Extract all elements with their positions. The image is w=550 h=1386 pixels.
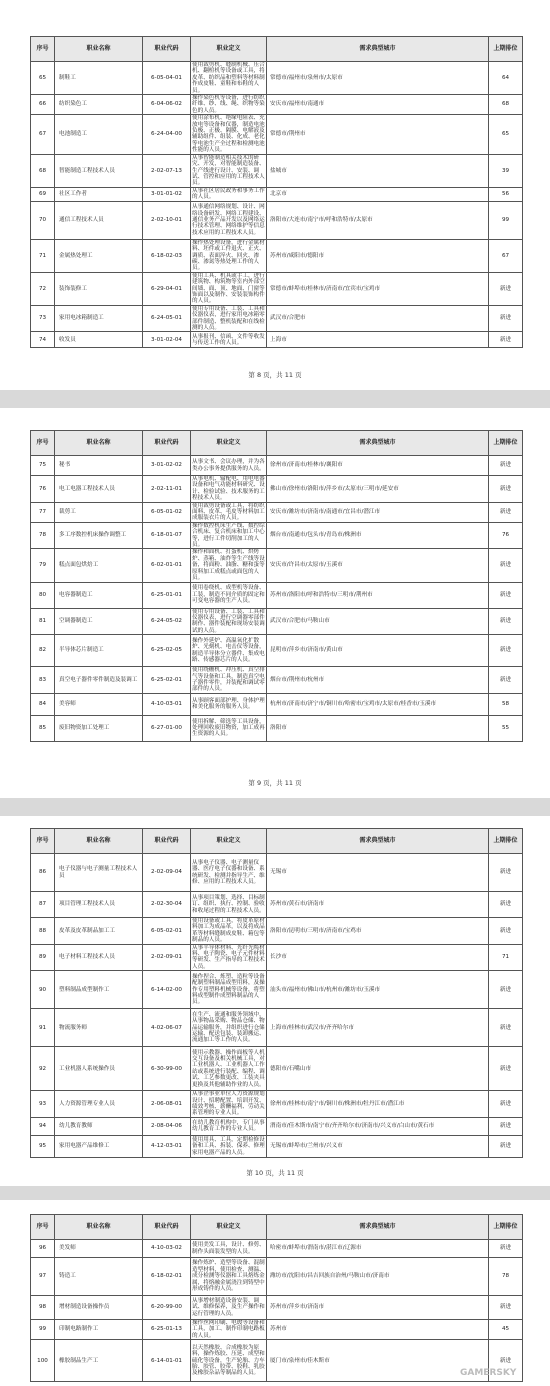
row-num: 68 bbox=[31, 154, 55, 187]
row-rank: 56 bbox=[489, 187, 523, 201]
row-rank: 新进 bbox=[489, 1117, 523, 1135]
row-code: 2-06-08-01 bbox=[143, 1091, 191, 1118]
row-code: 6-30-99-00 bbox=[143, 1047, 191, 1091]
header-def: 职业定义 bbox=[191, 37, 267, 62]
row-num: 72 bbox=[31, 272, 55, 305]
row-cities: 昆明市/萍乡市/济南市/黄山市 bbox=[267, 635, 489, 667]
row-def: 从事社区居民政务和事务工作的人员。 bbox=[192, 187, 265, 201]
table-row bbox=[31, 1117, 523, 1135]
table-row bbox=[31, 201, 523, 239]
row-num: 71 bbox=[31, 239, 55, 272]
row-num: 81 bbox=[31, 608, 55, 635]
row-rank: 新进 bbox=[489, 971, 523, 1009]
row-num: 69 bbox=[31, 187, 55, 201]
header-def: 职业定义 bbox=[191, 829, 267, 854]
row-name: 废旧物资加工处理工 bbox=[55, 715, 143, 741]
row-def: 使用美发工具，设计、修剪、制作头面装发型的人员。 bbox=[191, 1240, 267, 1258]
header-rank: 上期排位 bbox=[489, 829, 523, 854]
row-num: 75 bbox=[31, 456, 55, 476]
row-name: 铸造工 bbox=[55, 1258, 143, 1296]
row-num: 94 bbox=[31, 1117, 55, 1135]
row-cities: 常德市/福州市/泉州市/太原市 bbox=[267, 62, 489, 95]
row-name: 物流服务师 bbox=[55, 1009, 143, 1047]
row-name: 电池制造工 bbox=[55, 115, 143, 154]
row-num: 86 bbox=[31, 854, 55, 892]
row-name: 通信工程技术人员 bbox=[55, 201, 143, 239]
header-num: 序号 bbox=[31, 431, 55, 456]
row-num: 79 bbox=[31, 549, 55, 582]
header-cities: 需求典型城市 bbox=[267, 431, 489, 456]
row-cities: 杭州市/济南市/济宁市/铜川市/哈密市/宝鸡市/太原市/桂香市/玉溪市 bbox=[267, 693, 489, 715]
table-row bbox=[31, 1047, 523, 1091]
row-def: 在生产、流通和服务领域中，从事物品采购、物品仓储、物品运输服务，并组织进行仓储运输、配送包装、装卸搬运、流通加工等工作的人员。 bbox=[191, 1009, 267, 1047]
row-num: 84 bbox=[31, 693, 55, 715]
row-code: 6-14-02-00 bbox=[143, 971, 191, 1009]
row-name: 橡胶制品生产工 bbox=[55, 1340, 143, 1382]
table-row bbox=[31, 502, 523, 522]
row-rank: 新进 bbox=[489, 272, 523, 305]
row-name: 美容师 bbox=[55, 693, 143, 715]
row-code: 6-29-04-01 bbox=[143, 272, 191, 305]
header-def: 职业定义 bbox=[191, 1215, 267, 1240]
header-rank: 上期排位 bbox=[489, 1215, 523, 1240]
row-def: 从事文书、会议办理，并为各类办公事务提供服务的人员。 bbox=[191, 456, 267, 476]
occupation-table bbox=[30, 828, 523, 1158]
row-def: 操作捏合、炼塑、造粒等设备配制塑料制品成型用料，及操作专用塑料机械等设备，将塑料成型制作成塑料制品的人员。 bbox=[191, 971, 267, 1009]
row-code: 4-02-06-07 bbox=[143, 1009, 191, 1047]
row-code: 4-10-03-02 bbox=[143, 1240, 191, 1258]
table-row bbox=[31, 187, 523, 201]
row-num: 78 bbox=[31, 522, 55, 549]
row-def: 从事报刊、信函、文件等收发与传送工作的人员。 bbox=[192, 333, 265, 346]
row-code: 4-10-03-01 bbox=[143, 693, 191, 715]
row-code: 2-02-10-01 bbox=[143, 201, 191, 239]
row-cities: 洛阳市/大连市/南宁市/呼和浩特市/太原市 bbox=[267, 201, 489, 239]
row-def: 使用示教器、操作面板等人机交互设备及相关机械工具，对工业机器人、工业机器人工作站或系统进行装配、编程、调试、工艺参数更改、工装夹具更换及其他辅助作业的人员。 bbox=[191, 1047, 267, 1091]
row-def: 操作数控机床生产线、数控综合机床、复合机床和加工中心等，进行工件切削加工的人员。 bbox=[192, 522, 265, 549]
row-code: 6-24-04-00 bbox=[143, 115, 191, 154]
table-row bbox=[31, 239, 523, 272]
row-cities: 渭南市/佳木斯市/南宁市/齐齐哈尔市/济南市/兴义市/白山市/黄石市 bbox=[267, 1117, 489, 1135]
row-name: 印制电路制作工 bbox=[55, 1320, 143, 1340]
row-rank: 58 bbox=[489, 693, 523, 715]
row-name: 电容器制造工 bbox=[55, 582, 143, 608]
table-row bbox=[31, 456, 523, 476]
page-footer: 第 10 页，共 11 页 bbox=[246, 1169, 304, 1177]
row-num: 91 bbox=[31, 1009, 55, 1047]
row-def: 使用裁剪设备或工具，将纺织面料、皮革、毛皮等材料加工成服装衣片的人员。 bbox=[192, 502, 265, 522]
row-name: 幼儿教育教师 bbox=[55, 1117, 143, 1135]
row-rank: 新进 bbox=[489, 1340, 523, 1382]
row-name: 真空电子器件零件制造及装调工 bbox=[55, 667, 143, 694]
row-def: 使用专用设备、工装、工具和仪器仪表，进行家用电冰箱零部件制造、整机装配和在线检测的人员。 bbox=[192, 305, 265, 331]
row-rank: 新进 bbox=[489, 1296, 523, 1320]
table-row bbox=[31, 62, 523, 95]
row-num: 98 bbox=[31, 1296, 55, 1320]
row-code: 3-01-01-02 bbox=[143, 187, 191, 201]
row-code: 6-14-01-01 bbox=[143, 1340, 191, 1382]
row-def: 从事电机、输配电、用电电器设备和电气功能材料研究、设计、检验试验、技术服务的工程技术人员。 bbox=[192, 476, 265, 502]
row-cities: 常德市/蚌埠市/桂林市/济南市/宜宾市/宝鸡市 bbox=[267, 272, 489, 305]
row-cities: 上海市/桂林市/武汉市/齐齐哈尔市 bbox=[267, 1009, 489, 1047]
header-rank: 上期排位 bbox=[489, 431, 523, 456]
row-code: 6-05-02-01 bbox=[143, 918, 191, 945]
row-cities: 徐州市/济南市/桂林市/襄阳市 bbox=[267, 456, 489, 476]
row-def: 操作外延炉、高温氧化扩散炉、光刻机、电击仪等设备，制造半导体分立器件、集成电路、传感器芯片的人员。 bbox=[191, 635, 267, 667]
header-name: 职业名称 bbox=[55, 1215, 143, 1240]
row-cities: 洛阳市/昆明市/三明市/济南市/宝鸡市 bbox=[267, 918, 489, 945]
row-cities: 苏州市/洛阳市/呼和浩特市/三明市/荆州市 bbox=[267, 582, 489, 608]
table-row bbox=[31, 549, 523, 582]
row-code: 6-20-99-00 bbox=[143, 1296, 191, 1320]
row-cities: 安庆市/潍坊市/济南市/南通市/宜昌市/潜江市 bbox=[267, 502, 489, 522]
row-rank: 新进 bbox=[489, 608, 523, 635]
row-num: 100 bbox=[31, 1340, 55, 1382]
row-code: 6-18-01-07 bbox=[143, 522, 191, 549]
row-code: 2-02-09-04 bbox=[143, 854, 191, 892]
row-name: 金属热处理工 bbox=[55, 239, 143, 272]
row-name: 电子仪器与电子测量工程技术人员 bbox=[55, 854, 143, 892]
row-rank: 新进 bbox=[489, 1135, 523, 1157]
row-def: 使用工具、机具或手工，进行建筑物、构筑物等室内外部空间墙、面、顶、地面、门窗等饰面以及制作、安装装饰构件的人员。 bbox=[192, 272, 265, 305]
row-num: 95 bbox=[31, 1135, 55, 1157]
row-name: 裁剪工 bbox=[55, 502, 143, 522]
table-row bbox=[31, 305, 523, 332]
row-rank: 新进 bbox=[489, 918, 523, 945]
page-footer: 第 8 页，共 11 页 bbox=[248, 371, 302, 379]
row-rank: 68 bbox=[489, 95, 523, 115]
row-cities: 苏州市/萍乡市/济南市 bbox=[267, 1296, 489, 1320]
row-code: 6-25-01-13 bbox=[143, 1320, 191, 1340]
row-cities: 长沙市 bbox=[267, 944, 489, 971]
row-name: 家用电器产品维修工 bbox=[55, 1135, 143, 1157]
row-cities: 烟台市/荆州市/杭州市 bbox=[267, 667, 489, 694]
row-num: 99 bbox=[31, 1320, 55, 1340]
row-rank: 99 bbox=[489, 201, 523, 239]
row-name: 多工序数控机床操作调整工 bbox=[55, 522, 143, 549]
row-name: 装饰装修工 bbox=[55, 272, 143, 305]
row-rank: 71 bbox=[489, 944, 523, 971]
header-rank: 上期排位 bbox=[489, 37, 523, 62]
row-def: 操作染色机等设备，进行纺织纤维、纱、线、绳、织物等染色的人员。 bbox=[192, 95, 265, 114]
row-def: 操作炼炉、造型等设备、混制造型材料，使用检查、测温、成分检测等仪器和工具熔炼金属，将熔融金属浇注到铸型中形成铸件的人员。 bbox=[191, 1258, 267, 1296]
row-def: 使用裁剪机、缝制机械、压合机、翻楦机等设备或工具，将皮革、纺织品和塑料等材料制作成皮鞋、童鞋和布鞋的人员。 bbox=[192, 62, 265, 94]
row-def: 从事企事业单位人力资源规划设计、招聘配置、培训开发、绩效考核、薪酬福利、劳动关系管理的专业人员。 bbox=[192, 1091, 265, 1117]
row-def: 使用卷绕机、成型机等设备、工装，制造不同介质的固定和可变电容器的生产人员。 bbox=[191, 582, 267, 608]
table-row bbox=[31, 608, 523, 635]
row-num: 96 bbox=[31, 1240, 55, 1258]
row-num: 80 bbox=[31, 582, 55, 608]
row-cities: 佛山市/徐州市/洛阳市/萍乡市/太原市/三明市/延安市 bbox=[267, 476, 489, 503]
document-page-9 bbox=[0, 408, 550, 798]
row-num: 89 bbox=[31, 944, 55, 971]
row-code: 2-02-09-01 bbox=[143, 944, 191, 971]
row-num: 97 bbox=[31, 1258, 55, 1296]
row-code: 3-01-02-02 bbox=[143, 456, 191, 476]
row-code: 6-18-02-01 bbox=[143, 1258, 191, 1296]
table-row bbox=[31, 154, 523, 187]
row-name: 项目管理工程技术人员 bbox=[55, 892, 143, 918]
row-cities: 徐州市/桂林市/南宁市/铜川市/株洲市/牡丹江市/潜江市 bbox=[267, 1091, 489, 1118]
row-rank: 76 bbox=[489, 522, 523, 549]
row-code: 6-04-06-02 bbox=[143, 95, 191, 115]
row-name: 皮革及皮革制品加工工 bbox=[55, 918, 143, 945]
row-name: 纺织染色工 bbox=[55, 95, 143, 115]
table-row bbox=[31, 1296, 523, 1320]
row-def: 操作丝网印刷、电镀等设备和工具，加工、制作印制电路板的人员。 bbox=[192, 1320, 265, 1339]
row-cities: 无锡市 bbox=[267, 854, 489, 892]
row-cities: 厦门市/泉州市/佳木斯市 bbox=[267, 1340, 489, 1382]
page-footer: 第 9 页，共 11 页 bbox=[248, 779, 302, 787]
header-code: 职业代码 bbox=[143, 829, 191, 854]
row-rank: 新进 bbox=[489, 1091, 523, 1118]
occupation-table bbox=[30, 1214, 523, 1382]
table-row bbox=[31, 971, 523, 1009]
row-name: 收发员 bbox=[55, 332, 143, 348]
row-rank: 新进 bbox=[489, 582, 523, 608]
row-name: 秘书 bbox=[55, 456, 143, 476]
row-def: 从事半导体材料、光纤光缆材料、电子陶瓷、电子元件材料等研发、生产指导的工程技术人员。 bbox=[192, 944, 265, 970]
header-code: 职业代码 bbox=[143, 431, 191, 456]
row-rank: 65 bbox=[489, 115, 523, 154]
header-cities: 需求典型城市 bbox=[267, 37, 489, 62]
row-cities: 安庆市/许昌市/太原市/玉溪市 bbox=[267, 549, 489, 582]
row-cities: 潍坊市/沈阳市/昌吉回族自治州/马鞍山市/济南市 bbox=[267, 1258, 489, 1296]
row-code: 2-02-11-01 bbox=[143, 476, 191, 503]
header-name: 职业名称 bbox=[55, 431, 143, 456]
header-num: 序号 bbox=[31, 37, 55, 62]
row-name: 社区工作者 bbox=[55, 187, 143, 201]
table-row bbox=[31, 95, 523, 115]
row-cities: 常德市/荆州市 bbox=[267, 115, 489, 154]
row-cities: 盐城市 bbox=[267, 154, 489, 187]
row-num: 65 bbox=[31, 62, 55, 95]
header-def: 职业定义 bbox=[191, 431, 267, 456]
row-cities: 烟台市/南通市/包头市/青岛市/株洲市 bbox=[267, 522, 489, 549]
table-row bbox=[31, 892, 523, 918]
row-num: 88 bbox=[31, 918, 55, 945]
row-def: 使用拆解、筛选等工具设备，处理回收废旧物资，加工成再生资源的人员。 bbox=[191, 715, 267, 741]
row-cities: 武汉市/合肥市/马鞍山市 bbox=[267, 608, 489, 635]
row-rank: 新进 bbox=[489, 476, 523, 503]
row-num: 92 bbox=[31, 1047, 55, 1091]
row-rank: 新进 bbox=[489, 635, 523, 667]
row-name: 人力资源管理专业人员 bbox=[55, 1091, 143, 1118]
row-rank: 55 bbox=[489, 715, 523, 741]
row-name: 空调器制造工 bbox=[55, 608, 143, 635]
row-rank: 新进 bbox=[489, 305, 523, 332]
row-def: 使用绕栅机、冲压机、真空排气等设备和工具，制造真空电子器件零件，并装配和调试零部件的人员。 bbox=[192, 667, 265, 693]
table-row bbox=[31, 582, 523, 608]
document-page-8 bbox=[0, 0, 550, 390]
table-row bbox=[31, 693, 523, 715]
row-code: 6-05-01-02 bbox=[143, 502, 191, 522]
row-num: 77 bbox=[31, 502, 55, 522]
row-num: 74 bbox=[31, 332, 55, 348]
document-page-10 bbox=[0, 816, 550, 1186]
table-row bbox=[31, 918, 523, 945]
table-header-row bbox=[31, 1215, 523, 1240]
row-code: 4-12-03-01 bbox=[143, 1135, 191, 1157]
header-name: 职业名称 bbox=[55, 829, 143, 854]
row-def: 从事增材制造设备安装、调试、维修保养，及生产操作和运行管理的人员。 bbox=[191, 1296, 267, 1320]
row-name: 电子材料工程技术人员 bbox=[55, 944, 143, 971]
row-rank: 新进 bbox=[489, 502, 523, 522]
row-def: 使用专用设备、工装、工具和仪器仪表，进行空调器零部件制作、器件装配和现场安装调试的人员。 bbox=[192, 608, 265, 634]
row-num: 90 bbox=[31, 971, 55, 1009]
occupation-table bbox=[30, 430, 523, 742]
header-cities: 需求典型城市 bbox=[267, 829, 489, 854]
row-num: 87 bbox=[31, 892, 55, 918]
table-row bbox=[31, 1258, 523, 1296]
header-name: 职业名称 bbox=[55, 37, 143, 62]
row-rank: 新进 bbox=[489, 1009, 523, 1047]
table-header-row bbox=[31, 431, 523, 456]
row-cities: 洛阳市 bbox=[267, 715, 489, 741]
occupation-table bbox=[30, 36, 523, 348]
row-def: 操作和面机、打蛋机、烘烤炉、蒸箱、油炸等生产线等设备，将面粉、油脂、糖和蛋等原料加工成糕点或面包的人员。 bbox=[192, 549, 265, 582]
table-header-row bbox=[31, 829, 523, 854]
row-code: 6-25-01-01 bbox=[143, 582, 191, 608]
row-num: 76 bbox=[31, 476, 55, 503]
row-code: 6-27-01-00 bbox=[143, 715, 191, 741]
row-cities: 汕头市/福州市/佛山市/杭州市/潍坊市/玉溪市 bbox=[267, 971, 489, 1009]
header-code: 职业代码 bbox=[143, 37, 191, 62]
row-def: 以天然橡胶、合成橡胶为原料，操作炼胶、压延、成型和硫化等设备，生产轮胎、力车胎、胶管、胶带、胶鞋、乳胶及橡胶杂品等制品的人员。 bbox=[191, 1340, 267, 1382]
row-num: 93 bbox=[31, 1091, 55, 1118]
row-rank: 新进 bbox=[489, 854, 523, 892]
row-cities: 武汉市/合肥市 bbox=[267, 305, 489, 332]
table-row bbox=[31, 272, 523, 305]
row-rank: 45 bbox=[489, 1320, 523, 1340]
row-def: 在幼儿教育机构中，专门从事幼儿教育工作的专业人员。 bbox=[191, 1117, 267, 1135]
table-row bbox=[31, 1091, 523, 1118]
row-rank: 新进 bbox=[489, 1240, 523, 1258]
header-num: 序号 bbox=[31, 1215, 55, 1240]
table-row bbox=[31, 1135, 523, 1157]
row-code: 6-25-02-01 bbox=[143, 667, 191, 694]
row-code: 6-05-04-01 bbox=[143, 62, 191, 95]
table-row bbox=[31, 476, 523, 503]
table-row bbox=[31, 635, 523, 667]
row-num: 85 bbox=[31, 715, 55, 741]
row-cities: 北京市 bbox=[267, 187, 489, 201]
table-row bbox=[31, 1009, 523, 1047]
row-name: 家用电冰箱制造工 bbox=[55, 305, 143, 332]
table-row bbox=[31, 1320, 523, 1340]
row-num: 66 bbox=[31, 95, 55, 115]
row-cities: 无锡市/蚌埠市/兰州市/兴义市 bbox=[267, 1135, 489, 1157]
row-cities: 德阳市/石嘴山市 bbox=[267, 1047, 489, 1091]
table-row bbox=[31, 115, 523, 154]
row-def: 使用设备或工具，将皮革原材料加工为成品革，以及将成品革等材料缝制成皮鞋、箱包等制品的人员。 bbox=[192, 918, 265, 944]
row-rank: 78 bbox=[489, 1258, 523, 1296]
row-rank: 新进 bbox=[489, 456, 523, 476]
row-name: 塑料制品成型制作工 bbox=[55, 971, 143, 1009]
row-code: 2-02-30-04 bbox=[143, 892, 191, 918]
row-code: 6-24-05-02 bbox=[143, 608, 191, 635]
row-def: 从事电子仪器、电子测量仪器、医疗电子仪器和设备、系统研发、检测并指导生产、维修、应用的工程技术人员。 bbox=[191, 854, 267, 892]
row-cities: 哈密市/蚌埠市/渭南市/湛江市/辽源市 bbox=[267, 1240, 489, 1258]
row-num: 73 bbox=[31, 305, 55, 332]
row-code: 2-02-07-13 bbox=[143, 154, 191, 187]
document-page-11 bbox=[0, 1200, 550, 1386]
row-cities: 上海市 bbox=[267, 332, 489, 348]
table-row bbox=[31, 667, 523, 694]
header-cities: 需求典型城市 bbox=[267, 1215, 489, 1240]
header-code: 职业代码 bbox=[143, 1215, 191, 1240]
table-row bbox=[31, 1240, 523, 1258]
row-rank: 64 bbox=[489, 62, 523, 95]
row-name: 工业机器人系统操作员 bbox=[55, 1047, 143, 1091]
row-def: 从事通信网络规划、设计、网络设备研发、网络工程建设、通信业务产品开发以及网络运行技术管理、网络维护等信息技术应用的工程技术人员。 bbox=[191, 201, 267, 239]
header-num: 序号 bbox=[31, 829, 55, 854]
table-row bbox=[31, 944, 523, 971]
row-code: 6-18-02-03 bbox=[143, 239, 191, 272]
row-rank: 39 bbox=[489, 154, 523, 187]
row-cities: 苏州市/黄石市/济南市 bbox=[267, 892, 489, 918]
table-row bbox=[31, 1340, 523, 1382]
row-rank: 新进 bbox=[489, 892, 523, 918]
row-code: 6-02-01-01 bbox=[143, 549, 191, 582]
row-code: 3-01-02-04 bbox=[143, 332, 191, 348]
row-num: 67 bbox=[31, 115, 55, 154]
watermark: GAMERSKY bbox=[460, 1368, 517, 1378]
row-def: 从事智能制造相关技术的研究、开发，对智能制造装备、生产线进行设计、安装、调试、管控和应用的工程技术人员。 bbox=[192, 154, 265, 187]
row-def: 使用涂布机、绝缘电阻表、充放电等设备和仪器，制造电池负极、正极、隔膜、电解液及辅助组件、组装、化成、老化等电池生产全过程和检测电池性能的人员。 bbox=[192, 115, 265, 154]
table-header-row bbox=[31, 37, 523, 62]
row-cities: 苏州市 bbox=[267, 1320, 489, 1340]
row-rank: 新进 bbox=[489, 667, 523, 694]
row-def: 操作热处理设备，进行金属材料、坯件或工件退火、正火、调质、表面淬火、回火、渗碳、渗氮等热处理工作的人员。 bbox=[192, 239, 265, 272]
row-code: 2-08-04-06 bbox=[143, 1117, 191, 1135]
row-rank: 新进 bbox=[489, 549, 523, 582]
table-row bbox=[31, 332, 523, 348]
row-rank: 新进 bbox=[489, 1047, 523, 1091]
row-name: 增材制造设备操作员 bbox=[55, 1296, 143, 1320]
row-num: 70 bbox=[31, 201, 55, 239]
row-code: 6-24-05-01 bbox=[143, 305, 191, 332]
row-name: 半导体芯片制造工 bbox=[55, 635, 143, 667]
table-row bbox=[31, 522, 523, 549]
table-row bbox=[31, 854, 523, 892]
row-code: 6-25-02-05 bbox=[143, 635, 191, 667]
row-cities: 苏州市/咸阳市/德阳市 bbox=[267, 239, 489, 272]
table-row bbox=[31, 715, 523, 741]
row-num: 82 bbox=[31, 635, 55, 667]
row-def: 从事顾客面部护理、身体护理和美化服务的服务人员。 bbox=[191, 693, 267, 715]
row-def: 使用用具、工具，定期检修设备和工具、拆装、保养、修理家用电器产品的人员。 bbox=[192, 1136, 265, 1156]
row-name: 美发师 bbox=[55, 1240, 143, 1258]
row-name: 电工电器工程技术人员 bbox=[55, 476, 143, 503]
row-num: 83 bbox=[31, 667, 55, 694]
row-rank: 67 bbox=[489, 239, 523, 272]
row-name: 智能制造工程技术人员 bbox=[55, 154, 143, 187]
row-name: 制鞋工 bbox=[55, 62, 143, 95]
row-name: 糕点面包烘焙工 bbox=[55, 549, 143, 582]
row-cities: 安庆市/福州市/南通市 bbox=[267, 95, 489, 115]
row-rank: 新进 bbox=[489, 332, 523, 348]
row-def: 从事项目策划、选择、目标制订、组织、执行、控制、验收和收尾过程的工程技术人员。 bbox=[191, 892, 267, 918]
